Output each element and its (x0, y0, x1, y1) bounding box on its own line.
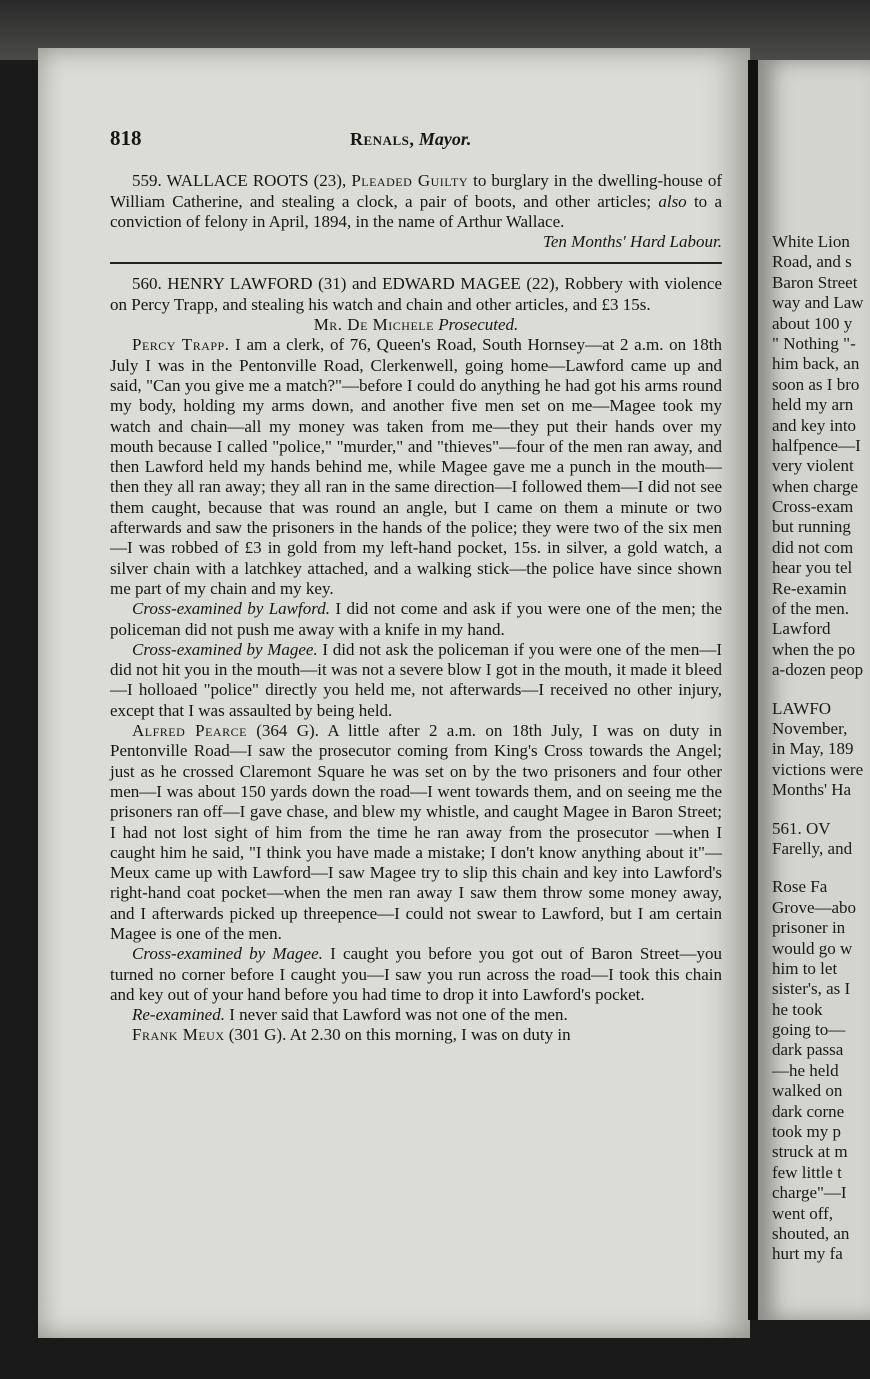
right-page-line: dark passa (772, 1040, 844, 1060)
right-page-line: him to let (772, 958, 838, 978)
right-page-line: shouted, an (772, 1223, 850, 1243)
right-page-line: Farelly, and (772, 838, 853, 858)
right-page-line: charge"—I (772, 1183, 847, 1203)
right-page-line: took my p (772, 1122, 841, 1142)
right-page-line: he took (772, 999, 823, 1019)
cross-magee-2: Cross-examined by Magee. I caught you before you got out of Baron Street—you turned no corner before I caught you—I saw you run across the road—I took this chain and key out of your hand before you had time to drop it into Lawford's pocket. (110, 944, 722, 1004)
testimony-meux: Frank Meux (301 G). At 2.30 on this morning, I was on duty in (132, 1025, 571, 1045)
right-page-line: few little t (772, 1162, 842, 1182)
right-page-line: prisoner in (772, 918, 846, 938)
right-page-line: Months' Ha (772, 780, 852, 800)
right-page-line: " Nothing "- (772, 333, 856, 353)
page-header (110, 128, 722, 149)
re-examined: Re-examined. I never said that Lawford was not one of the men. (132, 1005, 568, 1025)
right-page-line: Lawford (772, 619, 831, 639)
counsel-line: Mr. De Michele Prosecuted. (313, 315, 519, 335)
right-page-line: 561. OV (772, 818, 831, 838)
right-page (758, 60, 870, 1320)
right-page-line: hear you tel (772, 558, 853, 578)
right-page-line: very violent (772, 456, 854, 476)
sentence-559: Ten Months' Hard Labour. (542, 232, 722, 252)
right-page-line: went off, (772, 1203, 834, 1223)
right-page-line: halfpence—I (772, 435, 861, 455)
page-number: 818 (110, 126, 142, 150)
right-page-line: Road, and s (772, 252, 852, 272)
right-page-line: dark corne (772, 1101, 845, 1121)
case-560: 560. HENRY LAWFORD (31) and EDWARD MAGEE (22), Robbery with violence on Percy Trapp, and stealing his watch and chain and other articles, and £3 15s. (110, 274, 722, 314)
right-page-line: and key into (772, 415, 857, 435)
right-page-line: victions were (772, 759, 864, 779)
cross-lawford: Cross-examined by Lawford. I did not come and ask if you were one of the men; the policeman did not push me away with a knife in my hand. (110, 599, 723, 639)
right-page-line (772, 681, 870, 699)
right-page-line: about 100 y (772, 313, 853, 333)
right-page-line: soon as I bro (772, 374, 860, 394)
right-page-line: Re-examin (772, 578, 847, 598)
right-page-line: of the men. (772, 599, 849, 619)
right-page-line: but running (772, 517, 851, 537)
right-page-line: Rose Fa (772, 877, 828, 897)
section-divider (110, 262, 722, 264)
right-page-line: going to— (772, 1020, 846, 1040)
right-page-line: a-dozen peop (772, 660, 864, 680)
right-page-line: LAWFO (772, 698, 832, 718)
case-559: 559. WALLACE ROOTS (23), Pleaded Guilty to burglary in the dwelling-house of William Catherine, and stealing a clock, a pair of boots, and other articles; also to a conviction of felony in April, 1894, in the name of Arthur Wallace. Ten Months' Hard Labour. (110, 171, 723, 252)
testimony-trapp: Percy Trapp. I am a clerk, of 76, Queen's Road, South Hornsey—at 2 a.m. on 18th July I was in the Pentonville Road, Clerkenwell, going home—Lawford came up and said, "Can you give me a match?"—before I could do anything he had got his arms round my body, holding my arms down, and another five men set on me—Magee took my watch and chain—all my money was taken from me—they put their hands over my mouth because I called "police," "murder," and "thieves"—four of the men ran away, and then Lawford held my hands behind me, while Magee gave me a punch in the mouth—then they all ran away; they all ran in the same direction—I followed them—I did not see them caught, because that was round an angle, but I came on them a minute or two afterwards and saw the prisoners in the hands of the police; they were two of the six men—I was robbed of £3 in gold from my left-hand pocket, 15s. in silver, a gold watch, a silver chain with a latchkey attached, and a walking stick—the police have since shown me part of my chain and my key. (110, 335, 722, 598)
right-page-line: way and Law (772, 293, 864, 313)
right-page-line: Baron Street (772, 272, 858, 292)
testimony-pearce: Alfred Pearce (364 G). A little after 2 a.m. on 18th July, I was on duty in Pentonville Road—I saw the prosecutor coming from King's Cross towards the Angel; just as he crossed Claremont Square he was set on by the two prisoners and four other men—I was about 150 yards down the road—I went towards them, and on seeing me the prisoners ran off—I gave chase, and blew my whistle, and caught Magee in Baron Street; I had not lost sight of him from the time he ran away from the prosecutor —when I caught him he said, "I think you have made a mistake; I don't know anything about it"—Meux came up with Lawford—I saw Magee try to slip this chain and key into Lawford's right-hand coat pocket—when the men ran away I saw them throw some money away, and I afterwards picked up threepence—I could not swear to Lawford, but I am certain Magee is one of the men. (110, 721, 722, 943)
right-page-line: White Lion (772, 232, 850, 251)
right-page-line: when the po (772, 639, 856, 659)
right-page-line (772, 859, 870, 877)
running-title: Renals, Mayor. (350, 129, 472, 149)
right-page-line: walked on (772, 1081, 843, 1101)
right-page-line: struck at m (772, 1142, 848, 1162)
right-page-text (772, 232, 870, 1265)
right-page-line (772, 801, 870, 819)
right-page-line: did not com (772, 537, 854, 557)
page-text (110, 128, 722, 1046)
right-page-line: in May, 189 (772, 739, 854, 759)
right-page-line: when charge (772, 476, 859, 496)
cross-magee-1: Cross-examined by Magee. I did not ask the policeman if you were one of the men—I did not hit you in the mouth—it was not a severe blow I got in the mouth, it made it bleed—I holloaed "police" directly you held me, not afterwards—I received no other injury, except that I was assaulted by being held. (110, 639, 722, 720)
right-page-line: Grove—abo (772, 897, 857, 917)
right-page-line: hurt my fa (772, 1244, 843, 1264)
right-page-line: him back, an (772, 354, 860, 374)
right-page-line: held my arn (772, 395, 854, 415)
right-page-line: November, (772, 718, 848, 738)
right-page-line: —he held (772, 1060, 839, 1080)
right-page-line: Cross-exam (772, 497, 854, 517)
right-page-line: sister's, as I (772, 979, 851, 999)
right-page-line: would go w (772, 938, 853, 958)
